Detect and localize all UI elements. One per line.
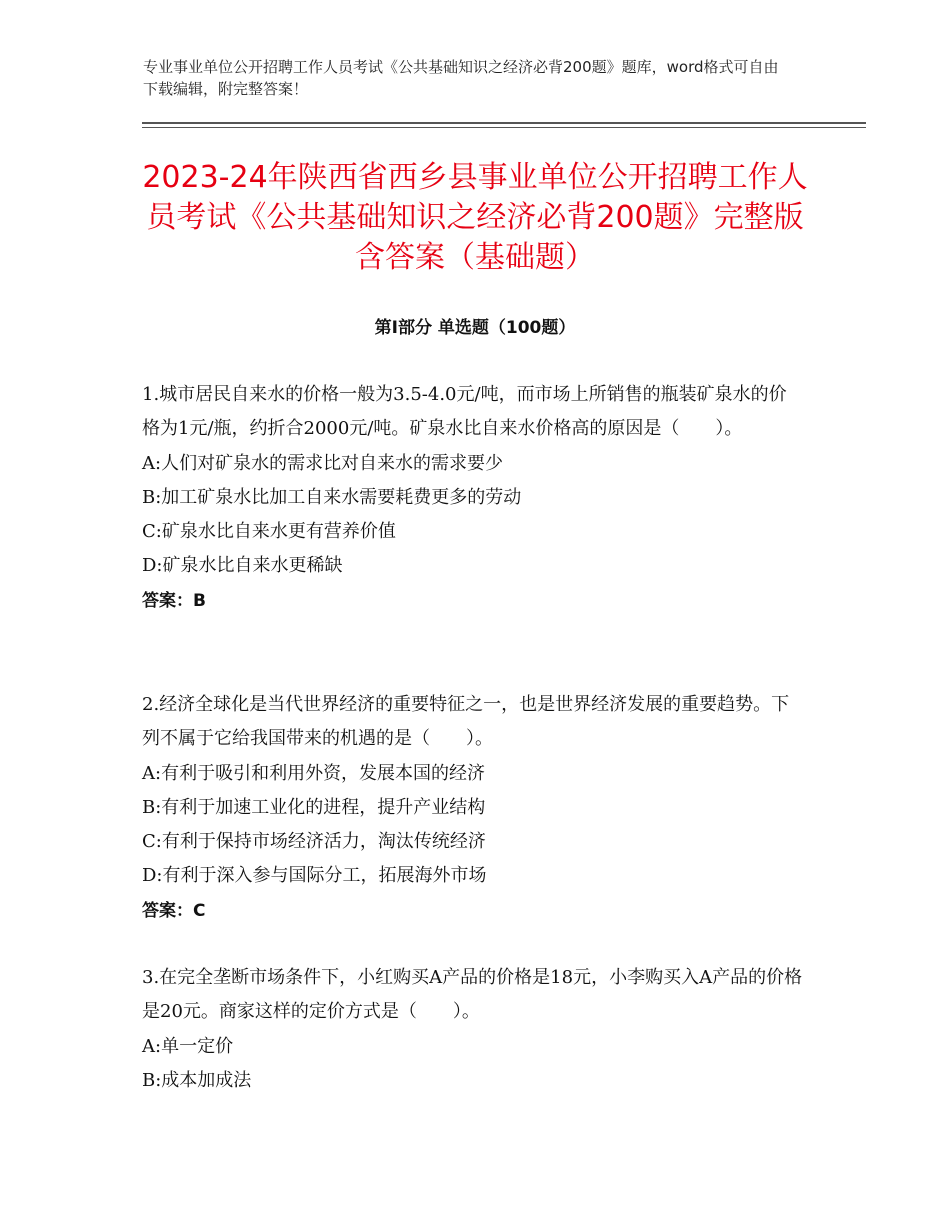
question-2 bbox=[142, 688, 804, 928]
option-b: B:有利于加速工业化的进程，提升产业结构 bbox=[142, 796, 486, 818]
header-rule-thin bbox=[142, 127, 866, 128]
option-d: D:矿泉水比自来水更稀缺 bbox=[142, 555, 343, 577]
question-stem: 2.经济全球化是当代世界经济的重要特征之一，也是世界经济发展的重要趋势。下列不属于它给我国带来的机遇的是（ ）。 bbox=[142, 694, 790, 750]
option-a: A:人们对矿泉水的需求比对自来水的需求要少 bbox=[142, 452, 504, 474]
question-3 bbox=[142, 961, 804, 1098]
question-stem: 1.城市居民自来水的价格一般为3.5-4.0元/吨，而市场上所销售的瓶装矿泉水的价格为1元/瓶，约折合2000元/吨。矿泉水比自来水价格高的原因是（ ）。 bbox=[142, 384, 787, 440]
document-title: 2023-24年陕西省西乡县事业单位公开招聘工作人员考试《公共基础知识之经济必背200题》完整版含答案（基础题） bbox=[142, 160, 808, 275]
option-c: C:矿泉水比自来水更有营养价值 bbox=[142, 521, 396, 543]
option-a: A:有利于吸引和利用外资，发展本国的经济 bbox=[142, 762, 486, 784]
question-1 bbox=[142, 378, 804, 618]
header-rule-thick bbox=[142, 122, 866, 124]
option-b: B:成本加成法 bbox=[142, 1069, 252, 1091]
header-note: 专业事业单位公开招聘工作人员考试《公共基础知识之经济必背200题》题库，word格式可自由下载编辑，附完整答案！ bbox=[143, 58, 779, 98]
option-d: D:有利于深入参与国际分工，拓展海外市场 bbox=[142, 865, 487, 887]
option-a: A:单一定价 bbox=[142, 1035, 234, 1057]
option-b: B:加工矿泉水比加工自来水需要耗费更多的劳动 bbox=[142, 486, 522, 508]
answer: 答案：C bbox=[142, 900, 206, 921]
answer: 答案：B bbox=[142, 590, 206, 611]
section-title: 第Ⅰ部分 单选题（100题） bbox=[374, 318, 576, 338]
option-c: C:有利于保持市场经济活力，淘汰传统经济 bbox=[142, 831, 486, 853]
question-stem: 3.在完全垄断市场条件下，小红购买A产品的价格是18元，小李购买入A产品的价格是20元。商家这样的定价方式是（ ）。 bbox=[142, 967, 803, 1023]
